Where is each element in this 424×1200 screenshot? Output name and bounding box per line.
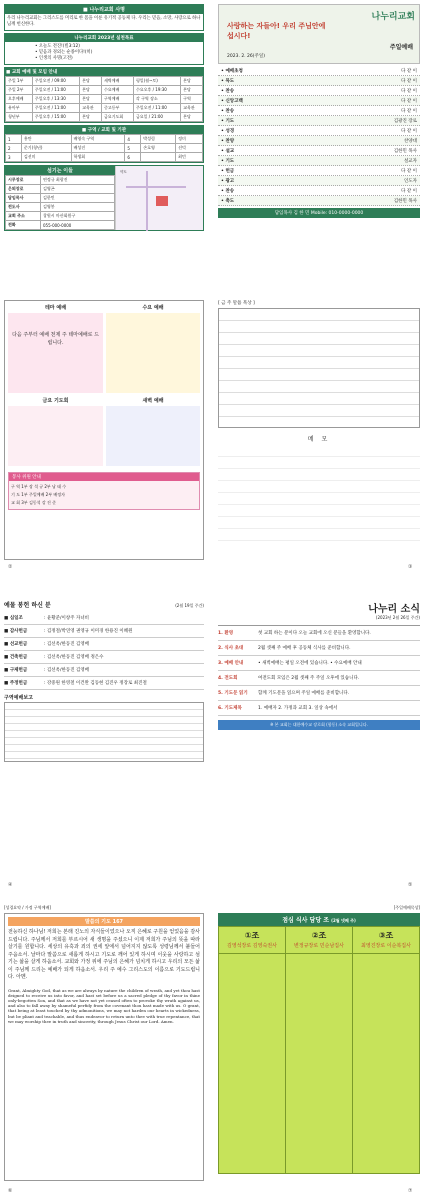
offer-row xyxy=(4,677,204,690)
order-row xyxy=(218,116,420,126)
staff-name: 김한민 xyxy=(41,194,115,203)
news-heading: 1. 환영 xyxy=(218,631,234,636)
order-label: • 찬송 xyxy=(221,88,235,94)
meal-title: 점심 식사 담당 조 (2월 넷째 주) xyxy=(218,913,420,926)
memo-title: 메 모 xyxy=(307,436,331,443)
times-cell: 주일오후 / 15:00 xyxy=(32,113,79,122)
goal-item: • 인생의 사명(고전) xyxy=(35,56,73,61)
offer-date: (2월 19일 주간) xyxy=(175,603,204,608)
news-row xyxy=(218,641,420,656)
page-number: ⑤ xyxy=(408,882,413,888)
duty-row: 구 역 1부 장 석 규 2부 남 태 수 xyxy=(11,484,67,489)
times-cell: 본당 xyxy=(80,86,102,95)
left-header: [성경요약 / 가정 구역예배] xyxy=(4,905,51,910)
offer-type: ■ 감사헌금 xyxy=(4,629,28,634)
order-label: • 헌금 xyxy=(221,168,235,174)
order-leader: 김한민 목사 xyxy=(393,148,417,154)
goal-item: • 오늘도 전진!(빌3:12) xyxy=(35,44,80,49)
service-title: 주일예배 xyxy=(389,44,413,51)
page-number: ⑦ xyxy=(408,1188,413,1194)
staff-box xyxy=(4,165,204,231)
order-leader: 김광진 장로 xyxy=(393,118,417,124)
map-label: 약도 xyxy=(120,170,127,174)
offer-names: : 김선옥/한동진 김영배 xyxy=(44,668,90,673)
page2-right xyxy=(218,300,420,560)
cell-cell: 3 xyxy=(6,153,22,162)
meal-grid xyxy=(218,954,420,1174)
cell-cell: 배영숙 구역 xyxy=(71,135,125,144)
goal-title: 나누리교회 2023년 실천목표 xyxy=(5,34,203,42)
order-row xyxy=(218,186,420,196)
page2-left xyxy=(4,300,204,560)
page-number: ③ xyxy=(408,564,413,570)
order-row xyxy=(218,66,420,76)
page-number: ⑥ xyxy=(8,1188,13,1194)
times-cell: 금요일 / 21:00 xyxy=(133,113,180,122)
times-cell: 교육관 xyxy=(80,104,102,113)
order-label: • 찬양 xyxy=(221,138,235,144)
worship-order xyxy=(218,66,420,206)
order-row xyxy=(218,176,420,186)
offer-type: ■ 건축헌금 xyxy=(4,655,28,660)
times-cell: 주일오전 / 11:00 xyxy=(133,104,180,113)
pray-title: 금요 기도회 xyxy=(42,398,69,404)
times-box xyxy=(4,67,204,123)
team-name: ③조 xyxy=(378,931,394,940)
times-row xyxy=(6,77,203,86)
times-row xyxy=(6,113,203,122)
news-heading: 5. 기도문 읽기 xyxy=(218,691,248,696)
dawn-box xyxy=(106,406,200,466)
news-title: 나누리 소식 xyxy=(368,604,420,615)
theme-box: 다음 주부터 예배 천제 주 테마예배로 드립니다. xyxy=(8,313,103,393)
times-cell: 유아부 xyxy=(6,104,33,113)
cell-cell: 최민 xyxy=(176,153,203,162)
news-list xyxy=(218,625,420,716)
news-heading: 4. 전도회 xyxy=(218,676,238,681)
news-footer: ※ 본 교회는 대한예수교 장로회 (합동) 소속 교회입니다. xyxy=(218,720,420,730)
prayer-korean: 전능하신 하나님! 저희는 본래 진노의 자식들이었으나 오직 은혜로 구원을 얻었음을 감사드립니다. 주님께서 저희를 부르시어 새 생명을 주셨으니 이제 저희가 주님의 뜻을 따라 살기를 원합니다. 세상의 유혹과 죄의 권세 앞에서 넘어지지 않도록 성령님께서 붙들어 주옵소서. 날마다 말씀으로 새롭게 하시고 기도로 깨어 있게 하시며 이웃을 사랑하고 섬기는 삶을 살게 하옵소서. 교회와 가정 위에 주님의 은혜가 넘치게 하시고 우리의 모든 삶이 주님께 드리는 예배가 되게 하옵소서. 우리 주 예수 그리스도의 이름으로 기도드립니다. 아멘. xyxy=(8,929,200,980)
staff-name: 김영곤 xyxy=(41,185,115,194)
times-row xyxy=(6,104,203,113)
duty-box xyxy=(8,472,200,510)
cell-table xyxy=(5,134,203,162)
offer-names: : 윤황준/이창주 자녀비 xyxy=(44,616,90,621)
order-row xyxy=(218,156,420,166)
cell-cell: 준기(청년) xyxy=(21,144,71,153)
news-row xyxy=(218,686,420,701)
staff-name: 창원시 마산회원구 xyxy=(41,212,115,221)
church-name: 나누리교회 xyxy=(371,12,415,22)
times-cell: 수요오후 / 19:30 xyxy=(133,86,180,95)
times-cell: 교육관 xyxy=(181,104,203,113)
cell-cell xyxy=(141,153,176,162)
report-table xyxy=(4,702,204,762)
order-leader: 다 같 이 xyxy=(401,68,417,74)
team-members: 김영석장로 김영숙권사 xyxy=(227,943,277,949)
order-row xyxy=(218,126,420,136)
offer-names: : 김선옥/한동진 김영배 xyxy=(44,642,90,647)
staff-role: 교회 주소 xyxy=(6,212,41,221)
cell-cell: 배성진 xyxy=(71,144,125,153)
page1-left xyxy=(4,4,204,254)
times-cell: 구역예배 xyxy=(101,95,133,104)
news-row xyxy=(218,701,420,716)
cell-cell: 6 xyxy=(125,153,141,162)
news-body: 첫 교회 하는 분이다 오늘 교회에 오신 분들을 환영합니다. xyxy=(258,631,371,636)
cell-cell: 5 xyxy=(125,144,141,153)
staff-name: 김영봉 xyxy=(41,203,115,212)
order-label: • 찬송 xyxy=(221,108,235,114)
cell-cell: 흥만 xyxy=(21,135,71,144)
times-cell: 새벽예배 xyxy=(101,77,133,86)
mission-text: 우리 나누리교회는 그리스도를 머리로 한 몸을 이룬 유기적 공동체 다. 우리는 믿음, 소망, 사랑으로 하나님께 헌신한다. xyxy=(7,16,201,27)
page-number: ④ xyxy=(8,882,13,888)
staff-name: 055-000-0000 xyxy=(41,221,115,230)
cell-row xyxy=(6,135,203,144)
page3-left xyxy=(4,600,204,880)
order-row xyxy=(218,76,420,86)
order-leader: 설교자 xyxy=(403,158,417,164)
team-members: 변정규장로 민순남집사 xyxy=(294,943,344,949)
times-cell: 주일오전 / 11:00 xyxy=(32,104,79,113)
order-row xyxy=(218,146,420,156)
order-label: • 찬송 xyxy=(221,188,235,194)
teams xyxy=(218,926,420,954)
order-label: • 광고 xyxy=(221,178,235,184)
goal-box xyxy=(4,33,204,65)
staff-role: 담임목사 xyxy=(6,194,41,203)
news-date: (2023년 2월 26일 주간) xyxy=(375,615,420,620)
times-cell: 주일 1부 xyxy=(6,77,33,86)
order-leader: 다 같 이 xyxy=(401,108,417,114)
duty-row: 기 도 1부 주일예배 2부 배정자 xyxy=(11,492,65,497)
staff-role: 전화 xyxy=(6,221,41,230)
order-label: • 예배초청 xyxy=(221,68,243,74)
news-row xyxy=(218,671,420,686)
dawn-title: 새벽 예배 xyxy=(142,398,164,404)
prayer-english: Grant, Almighty God, that as we are always by nature the children of wrath, and yet thou hast deigned to receive us into favor, and hast set before us a sacred pledge of thy favor in thine only-begotten Son, and that as we have not yet ceased often to provoke thy wrath against us, and also to fall away by shameful perfidy from the covenant thou hast made with us. O grant, that being at least touched by thy admonitions, we may not harden our hearts in wickedness, but be pliant and teachable, and thus endeavor to return unto thee with true repentance, that we may worship thee in truth and sincerity, through Jesus Christ our Lord. Amen. xyxy=(8,987,200,1024)
staff-name: 연정규 최광진 xyxy=(41,176,115,185)
times-cell: 주일오전 / 09:00 xyxy=(32,77,79,86)
offer-row xyxy=(4,612,204,625)
wed-box xyxy=(106,313,200,393)
times-cell: 본당 xyxy=(181,77,203,86)
cell-row xyxy=(6,153,203,162)
times-cell: 본당 xyxy=(80,95,102,104)
cell-cell: 선덕 xyxy=(176,144,203,153)
staff-row xyxy=(6,176,115,185)
news-heading: 2. 식사 초대 xyxy=(218,646,244,651)
theme-title: 테마 예배 xyxy=(44,305,67,311)
offer-row xyxy=(4,651,204,664)
order-leader: 다 같 이 xyxy=(401,98,417,104)
times-cell: 본당 xyxy=(181,113,203,122)
map xyxy=(115,166,203,230)
order-leader: 김한민 목사 xyxy=(393,198,417,204)
news-body: 2월 셋째 주 예배 후 공동체 식사를 준비합니다. xyxy=(258,646,351,651)
cell-cell: 2 xyxy=(6,144,22,153)
news-body: • 새벽예배는 평일 오전에 있습니다. • 수요예배 안내 xyxy=(258,661,362,666)
duty-row: 교 회 3부 김동석 강 진 준 xyxy=(11,500,56,505)
cell-cell: 손호영 xyxy=(141,144,176,153)
cell-cell: 4 xyxy=(125,135,141,144)
offer-type: ■ 십일조 xyxy=(4,616,23,621)
cell-box xyxy=(4,125,204,163)
order-row xyxy=(218,166,420,176)
offer-type: ■ 선교헌금 xyxy=(4,642,28,647)
times-cell: 오후예배 xyxy=(6,95,33,104)
times-cell: 본당 xyxy=(80,77,102,86)
cell-cell: 김선미 xyxy=(21,153,71,162)
order-label: • 묵도 xyxy=(221,78,235,84)
times-cell: 수요예배 xyxy=(101,86,133,95)
order-leader: 다 같 이 xyxy=(401,168,417,174)
cell-cell: 학생회 xyxy=(71,153,125,162)
page3-right xyxy=(218,600,420,880)
order-label: • 축도 xyxy=(221,198,235,204)
pray-box xyxy=(8,406,103,466)
right-header: [주일예배묵상] xyxy=(393,905,420,910)
goal-list xyxy=(5,42,203,64)
cell-cell: 1 xyxy=(6,135,22,144)
team-name: ②조 xyxy=(311,931,327,940)
offer-row xyxy=(4,625,204,638)
staff-row xyxy=(6,185,115,194)
times-cell: 본당 xyxy=(181,86,203,95)
times-cell: 금요기도회 xyxy=(101,113,133,122)
order-row xyxy=(218,136,420,146)
times-cell: 각 구역 장소 xyxy=(133,95,180,104)
order-leader: 다 같 이 xyxy=(401,128,417,134)
mission-title: ■ 나누리교회 사명 xyxy=(5,5,203,14)
staff-role: 은퇴장로 xyxy=(6,185,41,194)
order-leader: 다 같 이 xyxy=(401,188,417,194)
news-row xyxy=(218,656,420,671)
offer-title: 예물 봉헌 하신 분 xyxy=(4,602,51,609)
meditation-box xyxy=(218,308,420,428)
meditation-title: [ 금 주 말씀 묵상 ] xyxy=(218,301,255,306)
team-column xyxy=(353,927,419,953)
times-row xyxy=(6,95,203,104)
order-row xyxy=(218,86,420,96)
news-body: 함께 기도문을 읽으며 주일 예배를 준비합니다. xyxy=(258,691,350,696)
offer-type: ■ 구제헌금 xyxy=(4,668,28,673)
times-cell: 구역 xyxy=(181,95,203,104)
team-name: ①조 xyxy=(244,931,260,940)
footer-pastor: 담임목사 김 한 민 Mobile: 010-0000-0000 xyxy=(218,208,420,218)
times-cell: 주일오전 / 11:00 xyxy=(32,86,79,95)
cell-cell: 박성림 xyxy=(141,135,176,144)
team-column xyxy=(219,927,286,953)
order-leader: 다 같 이 xyxy=(401,78,417,84)
church-slogan: 사랑하는 자들아! 우리 주님안에 섭시다! xyxy=(227,22,326,40)
service-date: 2023. 2. 26(주일) xyxy=(227,54,265,59)
offer-names: : 김선옥/한동진 김영배 정은수 xyxy=(44,655,104,660)
times-cell: 주일오후 / 13:30 xyxy=(32,95,79,104)
staff-row xyxy=(6,212,115,221)
times-title: ■ 교회 예배 및 모임 안내 xyxy=(5,68,203,76)
staff-role: 시무장로 xyxy=(6,176,41,185)
times-cell: 평일(월~토) xyxy=(133,77,180,86)
staff-role: 전도사 xyxy=(6,203,41,212)
page1-right xyxy=(218,4,420,254)
order-row xyxy=(218,196,420,206)
times-cell: 중고등부 xyxy=(101,104,133,113)
staff-row xyxy=(6,203,115,212)
offer-type: ■ 주정헌금 xyxy=(4,681,28,686)
team-members: 최영진장로 이순복집사 xyxy=(361,943,411,949)
offer-row xyxy=(4,638,204,651)
order-label: • 신앙고백 xyxy=(221,98,243,104)
times-cell: 주일 2부 xyxy=(6,86,33,95)
news-body: 1. 예배자 2. 가정과 교회 3. 일상 속에서 xyxy=(258,706,338,711)
page4-right xyxy=(218,905,420,1190)
goal-item: • 믿음과 경외는 순종이다!(히) xyxy=(35,50,93,55)
news-heading: 6. 기도제목 xyxy=(218,706,242,711)
report-title: 구역예배보고 xyxy=(4,695,33,701)
staff-row xyxy=(6,194,115,203)
team-column xyxy=(286,927,353,953)
offer-row xyxy=(4,664,204,677)
order-row xyxy=(218,106,420,116)
times-cell: 청년부 xyxy=(6,113,33,122)
offer-names: : 김정철/박연영 권영규 이미경 한용진 이혜원 xyxy=(44,629,133,634)
prayer-box xyxy=(4,913,204,1181)
times-cell: 본당 xyxy=(80,113,102,122)
times-row xyxy=(6,86,203,95)
memo-lines xyxy=(218,445,420,545)
order-label: • 설교 xyxy=(221,148,235,154)
cell-cell: 정미 xyxy=(176,135,203,144)
order-label: • 성경 xyxy=(221,128,235,134)
church-header xyxy=(218,4,420,64)
mission-box xyxy=(4,4,204,31)
cell-title: ■ 구역 / 교회 및 기관 xyxy=(5,126,203,134)
order-row xyxy=(218,96,420,106)
prayer-title: 말씀의 기도 167 xyxy=(8,917,200,926)
duty-title: 봉사 위원 안내 xyxy=(9,473,199,481)
order-leader: 인도자 xyxy=(403,178,417,184)
staff-table xyxy=(5,175,115,230)
order-leader: 다 같 이 xyxy=(401,88,417,94)
offer-names: : 강중원 한영철 이건완 김동현 김진우 정장로 최진철 xyxy=(44,681,147,686)
news-heading: 3. 예배 안내 xyxy=(218,661,244,666)
news-body: 여전도회 모임은 2월 셋째 주 주일 오후에 있습니다. xyxy=(258,676,360,681)
page4-left xyxy=(4,905,204,1190)
news-row xyxy=(218,626,420,641)
order-leader: 찬양대 xyxy=(403,138,417,144)
cell-row xyxy=(6,144,203,153)
order-label: • 기도 xyxy=(221,158,235,164)
staff-title: 섬기는 이들 xyxy=(5,166,115,175)
times-table xyxy=(5,76,203,122)
offer-list xyxy=(4,612,204,690)
wed-title: 수요 예배 xyxy=(142,305,164,311)
staff-row xyxy=(6,221,115,230)
order-label: • 기도 xyxy=(221,118,235,124)
page-number: ② xyxy=(8,564,13,570)
